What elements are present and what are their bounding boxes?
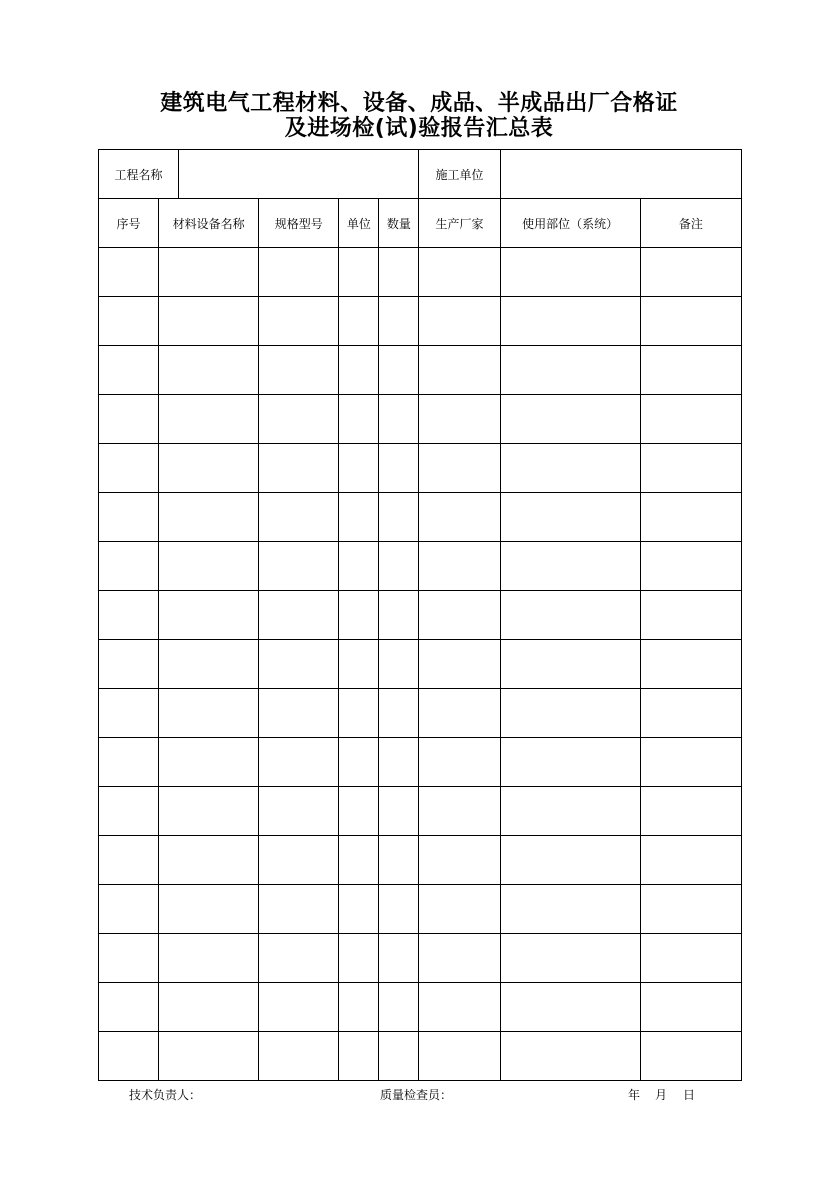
serial-no-cell[interactable]: [99, 787, 159, 836]
serial-no-cell[interactable]: [99, 689, 159, 738]
table-row: [99, 395, 742, 444]
material-name-cell[interactable]: [159, 787, 259, 836]
manufacturer-cell[interactable]: [419, 983, 500, 1032]
unit-cell[interactable]: [339, 787, 379, 836]
usage-location-cell[interactable]: [500, 1032, 640, 1081]
manufacturer-cell[interactable]: [419, 787, 500, 836]
form-title-line-1: 建筑电气工程材料、设备、成品、半成品出厂合格证: [160, 91, 678, 116]
unit-cell[interactable]: [339, 395, 379, 444]
header-remarks: 备注: [640, 199, 741, 248]
spec-model-cell[interactable]: [259, 640, 339, 689]
manufacturer-cell[interactable]: [419, 836, 500, 885]
usage-location-cell[interactable]: [500, 983, 640, 1032]
table-row: [99, 983, 742, 1032]
spec-model-cell[interactable]: [259, 738, 339, 787]
quantity-cell[interactable]: [379, 640, 419, 689]
quantity-cell[interactable]: [379, 297, 419, 346]
header-usage-location: 使用部位（系统）: [500, 199, 640, 248]
material-name-cell[interactable]: [159, 346, 259, 395]
contractor-label: 施工单位: [419, 150, 500, 199]
remarks-cell[interactable]: [640, 885, 741, 934]
header-manufacturer: 生产厂家: [419, 199, 500, 248]
date-month-label: 月: [655, 1088, 668, 1102]
table-row: [99, 444, 742, 493]
project-name-field[interactable]: [179, 150, 419, 199]
header-quantity: 数量: [379, 199, 419, 248]
usage-location-cell[interactable]: [500, 836, 640, 885]
remarks-cell[interactable]: [640, 787, 741, 836]
unit-cell[interactable]: [339, 934, 379, 983]
tech-lead-signature-label: 技术负责人：: [129, 1088, 202, 1102]
spec-model-cell[interactable]: [259, 836, 339, 885]
table-row: [99, 738, 742, 787]
serial-no-cell[interactable]: [99, 591, 159, 640]
table-row: [99, 591, 742, 640]
unit-cell[interactable]: [339, 493, 379, 542]
remarks-cell[interactable]: [640, 738, 741, 787]
table-row: [99, 1032, 742, 1081]
usage-location-cell[interactable]: [500, 297, 640, 346]
material-name-cell[interactable]: [159, 738, 259, 787]
unit-cell[interactable]: [339, 983, 379, 1032]
quantity-cell[interactable]: [379, 983, 419, 1032]
remarks-cell[interactable]: [640, 395, 741, 444]
material-name-cell[interactable]: [159, 934, 259, 983]
remarks-cell[interactable]: [640, 983, 741, 1032]
manufacturer-cell[interactable]: [419, 395, 500, 444]
spec-model-cell[interactable]: [259, 444, 339, 493]
material-name-cell[interactable]: [159, 444, 259, 493]
unit-cell[interactable]: [339, 248, 379, 297]
serial-no-cell[interactable]: [99, 983, 159, 1032]
unit-cell[interactable]: [339, 640, 379, 689]
manufacturer-cell[interactable]: [419, 248, 500, 297]
material-name-cell[interactable]: [159, 493, 259, 542]
spec-model-cell[interactable]: [259, 885, 339, 934]
material-name-cell[interactable]: [159, 297, 259, 346]
table-header-row: [99, 199, 742, 248]
quantity-cell[interactable]: [379, 444, 419, 493]
spec-model-cell[interactable]: [259, 248, 339, 297]
serial-no-cell[interactable]: [99, 297, 159, 346]
table-row: [99, 689, 742, 738]
table-row: [99, 542, 742, 591]
spec-model-cell[interactable]: [259, 395, 339, 444]
manufacturer-cell[interactable]: [419, 934, 500, 983]
spec-model-cell[interactable]: [259, 346, 339, 395]
serial-no-cell[interactable]: [99, 885, 159, 934]
quantity-cell[interactable]: [379, 885, 419, 934]
quantity-cell[interactable]: [379, 346, 419, 395]
spec-model-cell[interactable]: [259, 493, 339, 542]
material-name-cell[interactable]: [159, 395, 259, 444]
quantity-cell[interactable]: [379, 738, 419, 787]
summary-table: [98, 149, 742, 1081]
material-name-cell[interactable]: [159, 640, 259, 689]
quantity-cell[interactable]: [379, 934, 419, 983]
usage-location-cell[interactable]: [500, 787, 640, 836]
material-name-cell[interactable]: [159, 591, 259, 640]
material-name-cell[interactable]: [159, 1032, 259, 1081]
quantity-cell[interactable]: [379, 248, 419, 297]
header-material-name: 材料设备名称: [159, 199, 259, 248]
quantity-cell[interactable]: [379, 689, 419, 738]
remarks-cell[interactable]: [640, 493, 741, 542]
table-row: [99, 297, 742, 346]
spec-model-cell[interactable]: [259, 591, 339, 640]
remarks-cell[interactable]: [640, 934, 741, 983]
contractor-field[interactable]: [500, 150, 741, 199]
serial-no-cell[interactable]: [99, 542, 159, 591]
spec-model-cell[interactable]: [259, 934, 339, 983]
quantity-cell[interactable]: [379, 591, 419, 640]
manufacturer-cell[interactable]: [419, 346, 500, 395]
project-info-row: [99, 150, 742, 199]
material-name-cell[interactable]: [159, 689, 259, 738]
serial-no-cell[interactable]: [99, 444, 159, 493]
unit-cell[interactable]: [339, 689, 379, 738]
quantity-cell[interactable]: [379, 542, 419, 591]
table-row: [99, 346, 742, 395]
usage-location-cell[interactable]: [500, 934, 640, 983]
remarks-cell[interactable]: [640, 640, 741, 689]
material-name-cell[interactable]: [159, 983, 259, 1032]
usage-location-cell[interactable]: [500, 885, 640, 934]
table-row: [99, 787, 742, 836]
serial-no-cell[interactable]: [99, 395, 159, 444]
serial-no-cell[interactable]: [99, 934, 159, 983]
unit-cell[interactable]: [339, 444, 379, 493]
remarks-cell[interactable]: [640, 689, 741, 738]
manufacturer-cell[interactable]: [419, 542, 500, 591]
material-name-cell[interactable]: [159, 542, 259, 591]
manufacturer-cell[interactable]: [419, 493, 500, 542]
quality-inspector-signature-label: 质量检查员：: [380, 1088, 453, 1102]
manufacturer-cell[interactable]: [419, 297, 500, 346]
remarks-cell[interactable]: [640, 346, 741, 395]
usage-location-cell[interactable]: [500, 542, 640, 591]
unit-cell[interactable]: [339, 297, 379, 346]
header-spec-model: 规格型号: [259, 199, 339, 248]
unit-cell[interactable]: [339, 346, 379, 395]
spec-model-cell[interactable]: [259, 983, 339, 1032]
date-year-label: 年: [628, 1088, 641, 1102]
table-row: [99, 885, 742, 934]
usage-location-cell[interactable]: [500, 640, 640, 689]
manufacturer-cell[interactable]: [419, 640, 500, 689]
quantity-cell[interactable]: [379, 787, 419, 836]
spec-model-cell[interactable]: [259, 689, 339, 738]
usage-location-cell[interactable]: [500, 248, 640, 297]
usage-location-cell[interactable]: [500, 346, 640, 395]
form-title-line-2: 及进场检(试)验报告汇总表: [284, 116, 554, 141]
manufacturer-cell[interactable]: [419, 689, 500, 738]
quantity-cell[interactable]: [379, 395, 419, 444]
remarks-cell[interactable]: [640, 836, 741, 885]
unit-cell[interactable]: [339, 542, 379, 591]
usage-location-cell[interactable]: [500, 591, 640, 640]
remarks-cell[interactable]: [640, 248, 741, 297]
quantity-cell[interactable]: [379, 836, 419, 885]
material-name-cell[interactable]: [159, 248, 259, 297]
usage-location-cell[interactable]: [500, 689, 640, 738]
usage-location-cell[interactable]: [500, 493, 640, 542]
spec-model-cell[interactable]: [259, 787, 339, 836]
spec-model-cell[interactable]: [259, 1032, 339, 1081]
quantity-cell[interactable]: [379, 493, 419, 542]
usage-location-cell[interactable]: [500, 395, 640, 444]
usage-location-cell[interactable]: [500, 444, 640, 493]
unit-cell[interactable]: [339, 591, 379, 640]
table-row: [99, 934, 742, 983]
remarks-cell[interactable]: [640, 591, 741, 640]
header-serial-no: 序号: [99, 199, 159, 248]
remarks-cell[interactable]: [640, 542, 741, 591]
remarks-cell[interactable]: [640, 297, 741, 346]
serial-no-cell[interactable]: [99, 836, 159, 885]
project-name-label: 工程名称: [99, 150, 179, 199]
unit-cell[interactable]: [339, 1032, 379, 1081]
material-name-cell[interactable]: [159, 836, 259, 885]
manufacturer-cell[interactable]: [419, 738, 500, 787]
manufacturer-cell[interactable]: [419, 444, 500, 493]
table-row: [99, 836, 742, 885]
manufacturer-cell[interactable]: [419, 885, 500, 934]
usage-location-cell[interactable]: [500, 738, 640, 787]
date-day-label: 日: [683, 1088, 696, 1102]
remarks-cell[interactable]: [640, 444, 741, 493]
header-unit: 单位: [339, 199, 379, 248]
manufacturer-cell[interactable]: [419, 591, 500, 640]
manufacturer-cell[interactable]: [419, 1032, 500, 1081]
serial-no-cell[interactable]: [99, 248, 159, 297]
material-name-cell[interactable]: [159, 885, 259, 934]
serial-no-cell[interactable]: [99, 1032, 159, 1081]
quantity-cell[interactable]: [379, 1032, 419, 1081]
unit-cell[interactable]: [339, 738, 379, 787]
spec-model-cell[interactable]: [259, 297, 339, 346]
unit-cell[interactable]: [339, 836, 379, 885]
table-row: [99, 493, 742, 542]
serial-no-cell[interactable]: [99, 493, 159, 542]
spec-model-cell[interactable]: [259, 542, 339, 591]
serial-no-cell[interactable]: [99, 738, 159, 787]
serial-no-cell[interactable]: [99, 346, 159, 395]
table-row: [99, 640, 742, 689]
serial-no-cell[interactable]: [99, 640, 159, 689]
remarks-cell[interactable]: [640, 1032, 741, 1081]
table-row: [99, 248, 742, 297]
unit-cell[interactable]: [339, 885, 379, 934]
